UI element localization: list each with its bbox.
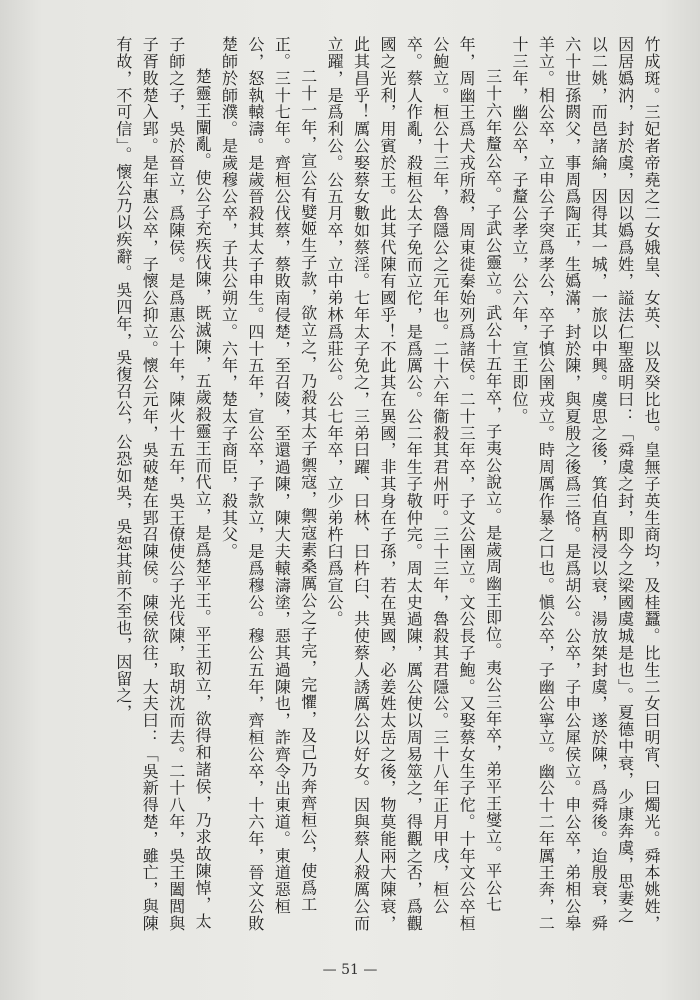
paragraph: 三十六年釐公卒。子武公靈立。武公十五年卒，子夷公說立。是歲周幽王即位。夷公三年卒，弟平王燮立。平公七年，周幽王爲犬戎所殺，周東徙秦始列爲諸侯。二十三年卒，子文公圉立。文公長子鮑。又娶蔡女生子佗。十年文公卒桓公鮑立。桓公十三年，魯隱公之元年也。二十六年衞殺其君州吁。三十三年，魯殺其君隱公。三十八年正月甲戌，桓公卒。蔡人作亂，殺桓公太子免而立佗，是爲厲公。公二年生子敬仲完。周太史過陳，厲公使以周易筮之，得觀之否，爲觀國之光利，用賓於王。此其代陳有國乎！不此其在異國，非其身在子孫，若在異國，必姜姓太岳之後，物莫能兩大陳衰，此其昌乎！厲公娶蔡女數如蔡淫。七年太子免之，三弟曰躍、曰林、曰杵臼、共使蔡人誘厲公以好女。因與蔡人殺厲公而立躍，是爲利公。公五月卒，立中弟林爲莊公。公七年卒，立少弟杵臼爲宣公。 <box>325 36 503 932</box>
paragraph: 楚靈王闡亂。使公子充疾伐陳，既滅陳，五歲殺靈王而代立，是爲楚平王。平王初立，欲得和諸侯，乃求故陳悼，太子師之子，吳於晉立，爲陳侯。是爲惠公十年，陳火十五年，吳王僚使公子光伐陳，取胡沈而去。二十八年，吳王闔閭與子胥敗楚入郢。是年惠公卒，子懷公抑立。懷公元年，吳破楚在郢召陳侯。陳侯欲往，大夫曰：「吳新得楚，雖亡，與陳有故，不可信」。懷公乃以疾辭。吳四年，吳復召公，公恐如吳，吳恕其前不至也，因留之， <box>113 36 213 932</box>
paragraph: 二十一年，宣公有嬖姬生子款，欲立之，乃殺其太子禦寇，禦寇素桑厲公之子完，完懼，及己乃奔齊桓公，使爲工正。三十七年。齊桓公伐蔡，蔡敗南侵楚，至召陵，至還過陳，陳大夫轅濤塗，惡其過陳也，詐齊令出東道。東道惡桓公，怒執轅濤。是歲晉殺其太子申生。四十五年，宣公卒，子款立，是爲穆公。穆公五年，齊桓公卒，十六年，晉文公敗楚師於師濮。是歲穆公卒，子共公朔立。六年，楚太子商臣，殺其父。 <box>219 36 318 932</box>
page-number: — 51 — <box>322 962 378 978</box>
paragraph: 竹成斑。三妃者帝堯之二女娥皇、女英、以及癸比也。皇無子英生商均，及桂蠶。比生二女曰明宵、曰燭光。舜本姚姓，因居嬀汭，封於虞，因以嬀爲姓，謚法仁聖盛明曰：「舜虞之封，即今之梁國虞城是也」。夏德中衰，少康奔虞，思妻之以二姚，而邑諸綸，因得其一城，一旅以中興。虞思之後，箕伯直柄浸以衰，湯放桀封虞，遂於陳，爲舜後。迨殷衰，舜六十世孫閼父，事周爲陶正，生嬀滿，封於陳，與夏殷之後爲三恪。是爲胡公。公卒，子申公犀侯立。申公卒，弟相公皋羊立。相公卒，立申公子突爲孝公，卒子慎公圉戎立。時周厲作暴之口也。愼公卒，子幽公寧立。幽公十二年厲王奔，二十三年，幽公卒，子釐公孝立，公六年，宣王即位。 <box>509 36 661 932</box>
vertical-text-block <box>36 36 664 936</box>
